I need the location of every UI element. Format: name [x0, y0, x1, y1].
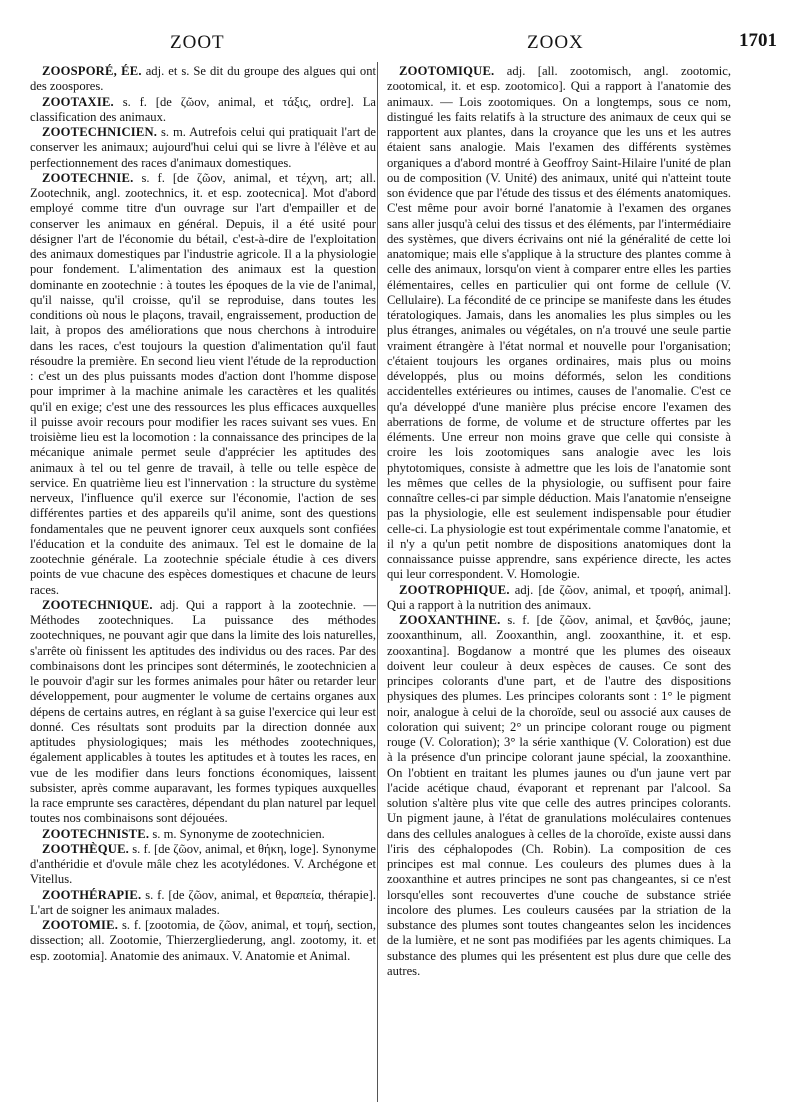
entry-definition: adj. Qui a rapport à la zootechnie. — Méthodes zootechniques. La puissance des méthodes zootechniques, ne pouvant agir que dans la limite des lois naturelles, s'arrête où finissent les aptitudes des individus ou des races. Par des combinaisons dont les principes sont déterminés, le zootechnicien a le pouvoir d'agir sur les formes animales pour hâter ou retarder leur développement, pour augmenter le volume de certains organes aux dépens de certains autres, en réglant à sa guise l'exercice qui leur est donné. Ces résultats sont produits par la direction donnée aux aptitudes physiologiques; mais les méthodes zootechniques, également applicables à toutes les aptitudes et à toutes les races, en vue de les modifier dans leurs fonctions économiques, laissent subsister, après comme auparavant, les formes typiques auxquelles la race emprunte ses caractères, dépendant du plan naturel par lequel toutes nos combinaisons sont déjouées. [30, 597, 376, 826]
dictionary-entry [30, 918, 376, 964]
entry-definition: s. f. [de ζῶον, animal, et θεραπεία, thérapie]. L'art de soigner les animaux malades. [30, 887, 376, 917]
dictionary-entry [30, 842, 376, 888]
entry-headword: ZOOSPORÉ, ÉE. [42, 64, 142, 78]
entry-definition: s. m. Synonyme de zootechnicien. [149, 826, 325, 841]
dictionary-entry [30, 64, 376, 95]
entry-headword: ZOOTOMIQUE. [399, 64, 495, 78]
page-number: 1701 [739, 30, 777, 51]
entry-definition: s. f. [de ζῶον, animal, et θήκη, loge]. Synonyme d'anthéridie et d'ovule mâle chez les acotylédones. V. Archégone et Vitellus. [30, 841, 376, 887]
dictionary-entry [387, 613, 731, 979]
dictionary-entry [30, 125, 376, 171]
entry-definition: s. m. Autrefois celui qui pratiquait l'art de conserver les animaux; aujourd'hui celui qui se livre à l'élève et au perfectionnement des races d'animaux domestiques. [30, 125, 376, 170]
dictionary-entry [30, 171, 376, 598]
entry-definition: s. f. [de ζῶον, animal, et τέχνη, art; all. Zootechnik, angl. zootechnics, it. et esp. zootecnica]. Mot d'abord employé comme titre d'un ouvrage sur l'art d'empailler et de conserver les animaux en général. Depuis, il a été usité pour désigner l'art de l'économie du bétail, c'est-à-dire de l'exploitation des animaux domestiques par l'industrie agricole. Il a la physiologie pour fondement. L'alimentation des animaux est la question dominante en zootechnie : à toutes les époques de la vie de l'animal, qu'il naisse, qu'il croisse, qu'il se reproduise, dans toutes les conditions où nous le plaçons, travail, engraissement, production de lait, à propos des améliorations que nous cherchons à introduire dans les races, c'est toujours la question d'alimentation qu'il faut résoudre la première. En second lieu vient l'étude de la reproduction : c'est un des plus puissants modes d'action dont l'homme dispose pour imprimer à la machine animale les caractères et les qualités qu'il en exige; c'est une des ressources les plus efficaces auxquelles il puisse avoir recours pour modifier les races suivant ses vues. En troisième lieu est la locomotion : la connaissance des principes de la mécanique animale permet seule d'apprécier les aptitudes des animaux à tel ou tel genre de travail, à telle ou telle espèce de service. En quatrième lieu est l'innervation : la structure du système nerveux, l'influence qu'il exerce sur l'économie, l'action de ses différentes parties et des appareils qu'il anime, sont des questions fondamentales que ne peuvent ignorer ceux auxquels sont confiées l'éducation et la conduite des animaux. Tel est le domaine de la zootechnie générale. La zootechnie spéciale étudie à ces divers points de vue chacune des espèces domestiques et chacune de leurs races. [30, 170, 376, 597]
left-guide-word: ZOOT [170, 32, 225, 53]
entry-definition: adj. et s. Se dit du groupe des algues qui ont des zoospores. [30, 64, 377, 94]
right-column [387, 64, 731, 979]
entry-headword: ZOOTECHNIE. [42, 170, 134, 185]
entry-definition: s. f. [de ζῶον, animal, et ξανθός, jaune; zooxanthinum, all. Zooxanthin, angl. zooxanthine, it. et esp. zooxantina]. Bogdanow a montré que les plumes des oiseaux doivent leur couleur à deux espèces de causes. Ce sont des principes colorants d'une part, et de l'autre des dispositions physiques des plumes. Les principes colorants sont : 1° le pigment noir, analogue à celui de la choroïde, seul ou associé aux causes de coloration qui suivent; 2° un principe colorant rouge ou pigment rouge (V. Coloration); 3° la série xanthique (V. Coloration) est due à la présence d'un principe colorant jaune spécial, la zooxanthine. On l'obtient en traitant les plumes jaunes ou d'un jaune vert par l'acide acétique chaud, évaporant et reprenant par l'alcool. Sa solution s'altère plus vite que celle des autres principes colorants. Un pigment jaune, à l'état de granulations moléculaires contenues dans des cellules analogues à celles de la choroïde, existe aussi dans l'iris des céphalopodes (Ch. Robin). La composition de ces principes est mal connue. Les couleurs des plumes dues à la zooxanthine et autres principes ne sont pas changeantes, si ce n'est lorsqu'elles sont recouvertes d'une couche de substance striée incolore des plumes. Les couleurs causées par la striation de la substance des plumes sont toutes changeantes selon les incidences de la lumière, et ne sont pas modifiées par les agents chimiques. La substance des plumes qui les présentent est plus dure que celle des autres. [387, 613, 731, 978]
running-header [0, 32, 800, 58]
entry-headword: ZOOTROPHIQUE. [399, 582, 510, 597]
dictionary-entry [30, 598, 376, 827]
dictionary-entry [30, 827, 376, 842]
entry-headword: ZOOTECHNISTE. [42, 826, 150, 841]
dictionary-entry [387, 583, 731, 614]
right-guide-word: ZOOX [527, 32, 584, 53]
entry-definition: s. f. [de ζῶον, animal, et τάξις, ordre]. La classification des animaux. [30, 94, 376, 124]
entry-definition: adj. [all. zootomisch, angl. zootomic, zootomical, it. et esp. zootomico]. Qui a rapport à l'anatomie des animaux. — Lois zootomiques. On a longtemps, sous ce nom, distingué les faits relatifs à la structure des animaux de ceux qui se rapportent aux plantes, dans la croyance que les uns et les autres étaient sans analogie. Mais l'examen des différents systèmes organiques a d'abord montré à Geoffroy Saint-Hilaire l'unité de plan ou de composition (V. Unité) des animaux, unité qui n'atteint toute son évidence que par l'étude des tissus et des éléments anatomiques. C'est même pour avoir borné l'anatomie à l'examen des organes sans aller jusqu'à celui des tissus et des éléments, par l'intermédiaire des systèmes, que divers écrivains ont nié la généralité de cette loi anatomique; mais elle s'applique à la structure des plantes comme à celle des animaux, lorsqu'on vient à comparer entre elles les parties élémentaires, celles en particulier qui ont forme de cellule (V. Cellulaire). La fécondité de ce principe se manifeste dans les études tératologiques. Jamais, dans les anomalies les plus simples ou les plus étranges, animales ou végétales, on n'a trouvé une seule partie vraiment étrangère à l'état normal et nouvelle pour l'organisation; c'étaient toujours les organes ordinaires, mais plus ou moins développés, plus ou moins déformés, selon les conditions accidentelles extérieures ou intimes, causes de l'anomalie. C'est ce qu'a développé d'une manière plus précise encore l'examen des aberrations de forme, de volume et de structure offertes par les éléments. Une erreur non moins grave que celle qui consiste à croire les lois zootomiques sans analogie avec les lois phytotomiques, consiste à admettre que les lois de l'anatomie sont les mêmes que celles de la physiologie, ou suffisent pour faire connaître celles-ci par simple déduction. Mais l'anatomie n'enseigne pas la physiologie, elle est seulement indispensable pour étudier celle-ci. La physiologie est tout expérimentale comme l'anatomie, et il n'y a qu'un petit nombre de dispositions anatomiques dont la connaissance puisse apprendre, sans expérience directe, les actes qui leur correspondent. V. Homologie. [387, 64, 731, 582]
entry-headword: ZOOTECHNICIEN. [42, 125, 158, 139]
entry-definition: s. f. [zootomia, de ζῶον, animal, et τομή, section, dissection; all. Zootomie, Thierzergliederung, angl. zootomy, it. et esp. zootomia]. Anatomie des animaux. V. Anatomie et Animal. [30, 918, 376, 963]
dictionary-entry [30, 888, 376, 919]
column-divider [377, 62, 378, 1102]
entry-headword: ZOOXANTHINE. [399, 613, 501, 627]
entry-headword: ZOOTAXIE. [42, 94, 114, 109]
entry-headword: ZOOTHÈQUE. [42, 841, 130, 856]
dictionary-entry [30, 95, 376, 126]
entry-headword: ZOOTOMIE. [42, 918, 119, 932]
dictionary-entry [387, 64, 731, 583]
entry-headword: ZOOTECHNIQUE. [42, 597, 153, 612]
left-column [30, 64, 376, 964]
entry-headword: ZOOTHÉRAPIE. [42, 887, 142, 902]
entry-definition: adj. [de ζῶον, animal, et τροφή, animal]. Qui a rapport à la nutrition des animaux. [387, 582, 731, 612]
